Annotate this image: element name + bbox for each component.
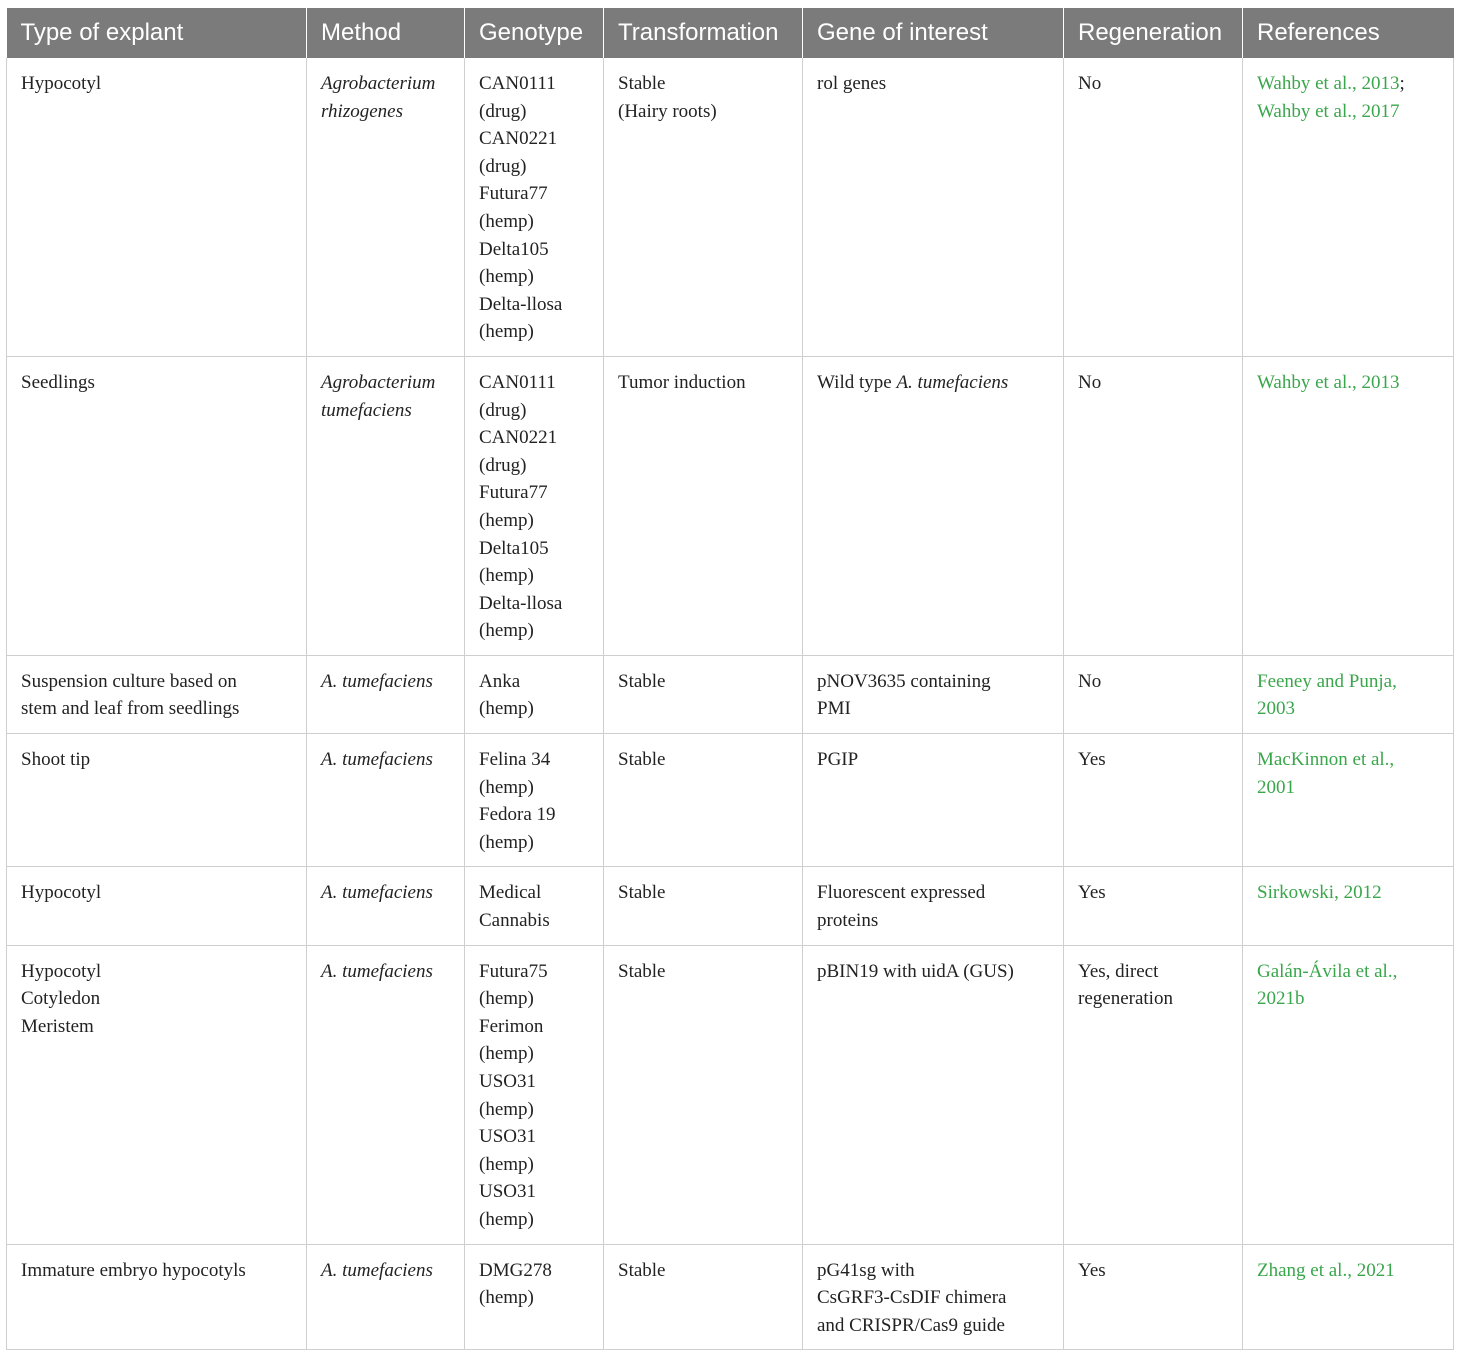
transformation-line: Stable [618,960,666,982]
cell-regeneration [1064,945,1243,1244]
genotype-line: DMG278 [479,1259,552,1281]
explant-line: Hypocotyl [21,882,102,904]
reference-link[interactable]: Galán-Ávila et al., [1257,960,1398,982]
cell-explant [7,1244,307,1350]
transformation-line: Stable [618,73,666,94]
genotype-line: (hemp) [479,831,534,853]
method-line: Agrobacterium [321,371,436,393]
cell-gene [803,356,1064,655]
cell-regeneration [1064,1244,1243,1350]
regeneration-line: Yes [1078,1259,1106,1281]
method-line: A. tumefaciens [321,749,433,771]
genotype-line: USO31 [479,1181,537,1203]
regeneration-line: No [1078,670,1102,692]
cell-genotype [465,58,604,356]
reference-link[interactable]: Wahby et al., 2013 [1257,371,1400,393]
cell-genotype [465,356,604,655]
genotype-line: (hemp) [479,620,534,642]
cell-transformation [604,356,803,655]
regeneration-line: Yes, direct [1078,960,1159,982]
cell-regeneration [1064,734,1243,867]
table-container [6,8,1453,1350]
cell-references [1243,867,1454,945]
reference-link[interactable]: Wahby et al., 2017 [1257,100,1400,122]
method-line: Agrobacterium [321,73,436,94]
header-gene-of-interest: Gene of interest [803,8,1064,58]
genotype-line: (hemp) [479,565,534,587]
cell-regeneration [1064,356,1243,655]
cell-method [307,734,465,867]
cell-method [307,867,465,945]
cell-gene [803,734,1064,867]
explant-line: stem and leaf from seedlings [21,698,240,720]
genotype-line: Futura77 [479,482,548,504]
header-references: References [1243,8,1454,58]
table-row [7,356,1454,655]
regeneration-line: No [1078,73,1102,94]
gene-text: Wild type [817,371,897,393]
cell-references [1243,1244,1454,1350]
genotype-line: (hemp) [479,1287,534,1309]
genotype-line: CAN0221 [479,427,558,449]
genotype-line: (hemp) [479,1153,534,1175]
genotype-line: USO31 [479,1071,537,1092]
cell-regeneration [1064,58,1243,356]
transformation-line: Stable [618,882,666,904]
cell-method [307,655,465,733]
cell-references [1243,58,1454,356]
transformation-table [6,8,1454,1350]
reference-link[interactable]: Sirkowski, 2012 [1257,882,1382,904]
cell-explant [7,356,307,655]
gene-line: pBIN19 with uidA (GUS) [817,960,1014,982]
cell-references [1243,356,1454,655]
cell-genotype [465,734,604,867]
cell-method [307,58,465,356]
header-row [7,8,1454,58]
explant-line: Seedlings [21,371,95,393]
method-line: A. tumefaciens [321,882,433,904]
gene-line: pG41sg with [817,1259,915,1281]
gene-line: pNOV3635 containing [817,670,991,692]
transformation-line: Stable [618,749,666,771]
cell-genotype [465,1244,604,1350]
reference-link[interactable]: 2021b [1257,988,1305,1010]
genotype-line: (hemp) [479,321,534,343]
regeneration-line: No [1078,371,1102,393]
cell-references [1243,655,1454,733]
genotype-line: Futura77 [479,183,548,205]
cell-method [307,356,465,655]
table-row [7,58,1454,356]
gene-species: A. tumefaciens [896,371,1009,393]
header-transformation: Transformation [604,8,803,58]
transformation-line: Tumor induction [618,371,746,393]
method-line: A. tumefaciens [321,1259,433,1281]
genotype-line: USO31 [479,1126,537,1148]
method-line: rhizogenes [321,100,403,122]
reference-separator: ; [1399,73,1405,94]
cell-gene [803,58,1064,356]
genotype-line: Delta105 [479,238,549,260]
cell-transformation [604,58,803,356]
genotype-line: (hemp) [479,509,534,531]
gene-line: rol genes [817,73,887,94]
reference-link[interactable]: 2001 [1257,776,1295,798]
transformation-line: (Hairy roots) [618,100,717,122]
cell-transformation [604,734,803,867]
reference-link[interactable]: Wahby et al., 2013 [1257,73,1400,94]
cell-gene [803,945,1064,1244]
method-line: A. tumefaciens [321,960,433,982]
cell-gene [803,867,1064,945]
cell-transformation [604,945,803,1244]
genotype-line: (drug) [479,454,527,476]
table-row [7,1244,1454,1350]
cell-references [1243,945,1454,1244]
genotype-line: Delta105 [479,537,549,559]
reference-link[interactable]: Feeney and Punja, [1257,670,1397,692]
gene-line: PGIP [817,749,859,771]
genotype-line: (hemp) [479,266,534,288]
cell-transformation [604,1244,803,1350]
genotype-line: Cannabis [479,910,550,932]
transformation-line: Stable [618,1259,666,1281]
table-row [7,945,1454,1244]
reference-link[interactable]: 2003 [1257,698,1295,720]
explant-line: Meristem [21,1015,94,1037]
header-method: Method [307,8,465,58]
genotype-line: (drug) [479,399,527,421]
genotype-line: Medical [479,882,542,904]
cell-references [1243,734,1454,867]
cell-explant [7,867,307,945]
transformation-line: Stable [618,670,666,692]
gene-line: proteins [817,910,879,932]
gene-line: CsGRF3-CsDIF chimera [817,1287,1007,1309]
gene-line: and CRISPR/Cas9 guide [817,1314,1005,1336]
header-type-of-explant: Type of explant [7,8,307,58]
header-regeneration: Regeneration [1064,8,1243,58]
genotype-line: (hemp) [479,1098,534,1120]
cell-method [307,945,465,1244]
genotype-line: Felina 34 [479,749,551,771]
cell-gene [803,655,1064,733]
genotype-line: (hemp) [479,776,534,798]
cell-genotype [465,867,604,945]
table-row [7,867,1454,945]
genotype-line: (hemp) [479,1043,534,1065]
genotype-line: Ferimon [479,1015,544,1037]
genotype-line: (hemp) [479,698,534,720]
explant-line: Hypocotyl [21,960,102,982]
genotype-line: (hemp) [479,988,534,1010]
cell-transformation [604,867,803,945]
cell-regeneration [1064,867,1243,945]
regeneration-line: regeneration [1078,988,1173,1010]
genotype-line: Delta-llosa [479,592,563,614]
cell-explant [7,655,307,733]
genotype-line: Futura75 [479,960,548,982]
explant-line: Immature embryo hypocotyls [21,1259,246,1281]
regeneration-line: Yes [1078,882,1106,904]
cell-explant [7,58,307,356]
cell-explant [7,945,307,1244]
gene-line: PMI [817,698,851,720]
gene-line: Fluorescent expressed [817,882,986,904]
explant-line: Cotyledon [21,988,101,1010]
genotype-line: (drug) [479,155,527,177]
header-genotype: Genotype [465,8,604,58]
genotype-line: Fedora 19 [479,804,556,826]
cell-genotype [465,655,604,733]
table-row [7,655,1454,733]
genotype-line: (hemp) [479,210,534,232]
cell-regeneration [1064,655,1243,733]
genotype-line: CAN0111 [479,371,556,393]
cell-explant [7,734,307,867]
genotype-line: (hemp) [479,1208,534,1230]
reference-link[interactable]: MacKinnon et al., [1257,749,1395,771]
method-line: tumefaciens [321,399,412,421]
genotype-line: (drug) [479,100,527,122]
genotype-line: CAN0221 [479,128,558,150]
genotype-line: CAN0111 [479,73,556,94]
cell-transformation [604,655,803,733]
reference-link[interactable]: Zhang et al., 2021 [1257,1259,1395,1281]
explant-line: Shoot tip [21,749,91,771]
genotype-line: Anka [479,670,521,692]
method-line: A. tumefaciens [321,670,433,692]
explant-line: Suspension culture based on [21,670,237,692]
cell-method [307,1244,465,1350]
cell-gene [803,1244,1064,1350]
table-row [7,734,1454,867]
regeneration-line: Yes [1078,749,1106,771]
genotype-line: Delta-llosa [479,293,563,315]
explant-line: Hypocotyl [21,73,102,94]
cell-genotype [465,945,604,1244]
